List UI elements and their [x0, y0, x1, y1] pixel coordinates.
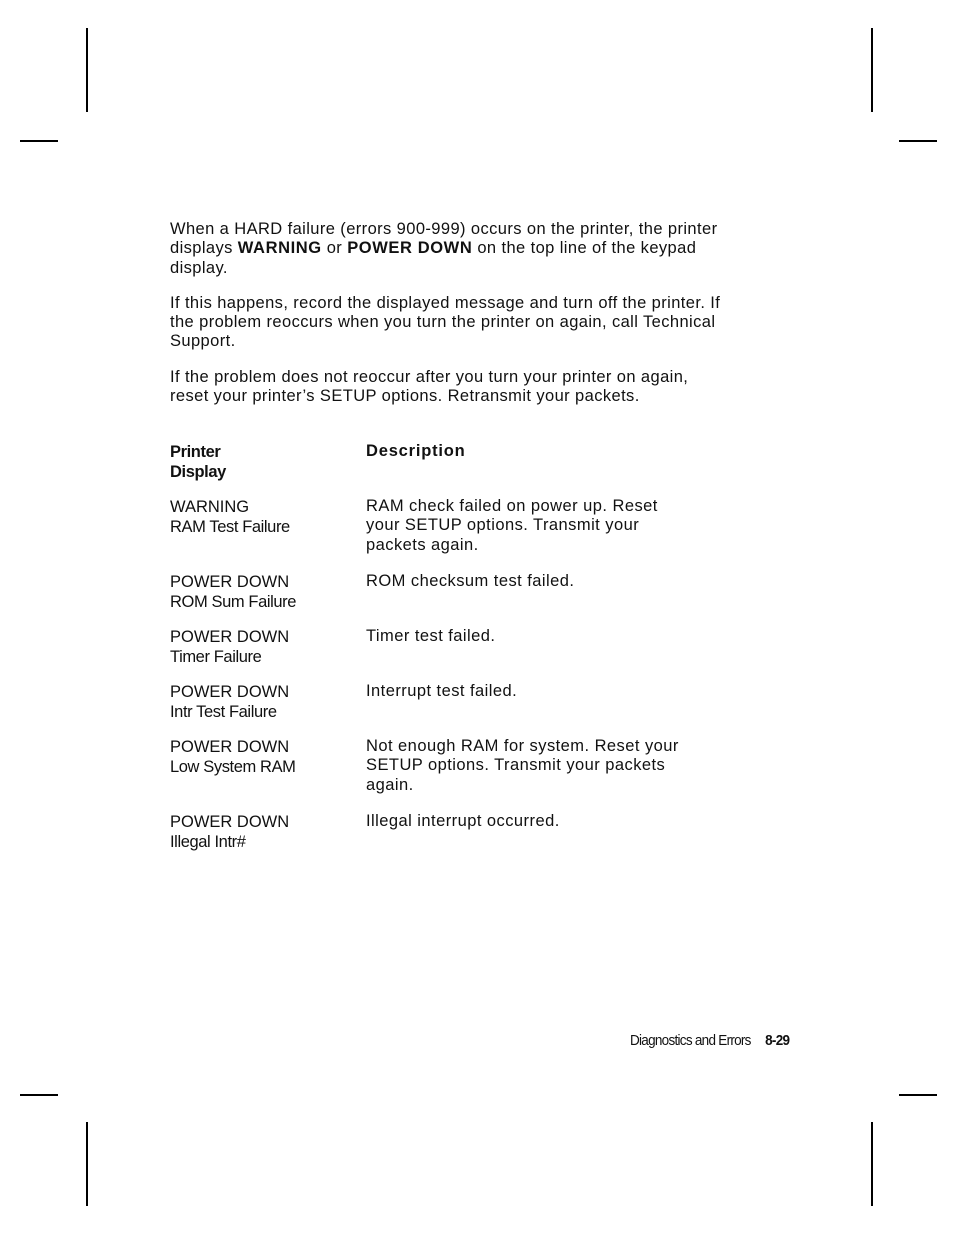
- header-printer: Printer: [170, 443, 221, 461]
- crop-mark-top-left-vertical: [86, 28, 88, 112]
- row-status: POWER DOWN: [170, 813, 290, 831]
- footer-section-title: Diagnostics and Errors: [630, 1032, 751, 1049]
- crop-mark-bottom-right-horizontal: [899, 1094, 937, 1096]
- row-description-line: Timer test failed.: [366, 627, 496, 645]
- header-display: Display: [170, 463, 226, 481]
- row-description-line: Not enough RAM for system. Reset your: [366, 737, 679, 755]
- intro-text: or: [321, 239, 348, 258]
- crop-mark-bottom-right-vertical: [871, 1122, 873, 1206]
- row-status: POWER DOWN: [170, 628, 290, 646]
- row-status: WARNING: [170, 498, 250, 516]
- row-message: RAM Test Failure: [170, 518, 290, 536]
- row-description-line: packets again.: [366, 535, 479, 554]
- crop-mark-bottom-left-vertical: [86, 1122, 88, 1206]
- row-description-line: your SETUP options. Transmit your: [366, 516, 640, 535]
- row-status: POWER DOWN: [170, 738, 290, 756]
- row-description-line: Illegal interrupt occurred.: [366, 812, 560, 830]
- intro-paragraph-1: [170, 220, 730, 278]
- row-message: Timer Failure: [170, 648, 262, 666]
- row-description-line: ROM checksum test failed.: [366, 572, 575, 590]
- page-footer: [630, 1032, 789, 1049]
- power-down-keyword: POWER DOWN: [347, 239, 473, 258]
- crop-mark-bottom-left-horizontal: [20, 1094, 58, 1096]
- row-message: Intr Test Failure: [170, 703, 277, 721]
- intro-paragraph-3: If the problem does not reoccur after you turn your printer on again, reset your printer’s SETUP options. Retransmit your packets.: [170, 367, 689, 406]
- crop-mark-top-left-horizontal: [20, 140, 58, 142]
- crop-mark-top-right-vertical: [871, 28, 873, 112]
- page-content: [170, 220, 730, 851]
- row-status: POWER DOWN: [170, 573, 290, 591]
- row-description-line: SETUP options. Transmit your packets: [366, 756, 666, 775]
- row-message: Illegal Intr#: [170, 833, 246, 851]
- intro-paragraph-2: If this happens, record the displayed message and turn off the printer. If the problem reoccurs when you turn the printer on again, call Technical Support.: [170, 293, 721, 351]
- row-message: Low System RAM: [170, 758, 296, 776]
- page-number: 8-29: [765, 1032, 790, 1049]
- intro-text: When a HARD failure (errors 900-999) occurs on the printer, the printer displays: [170, 220, 718, 258]
- header-description: Description: [366, 442, 466, 460]
- row-message: ROM Sum Failure: [170, 593, 297, 611]
- crop-mark-top-right-horizontal: [899, 140, 937, 142]
- row-description-line: RAM check failed on power up. Reset: [366, 497, 658, 515]
- row-status: POWER DOWN: [170, 683, 290, 701]
- row-description-line: Interrupt test failed.: [366, 682, 518, 700]
- intro-text: on the top line of the keypad display.: [170, 239, 697, 277]
- warning-keyword: WARNING: [237, 239, 322, 258]
- row-description-line: again.: [366, 775, 414, 794]
